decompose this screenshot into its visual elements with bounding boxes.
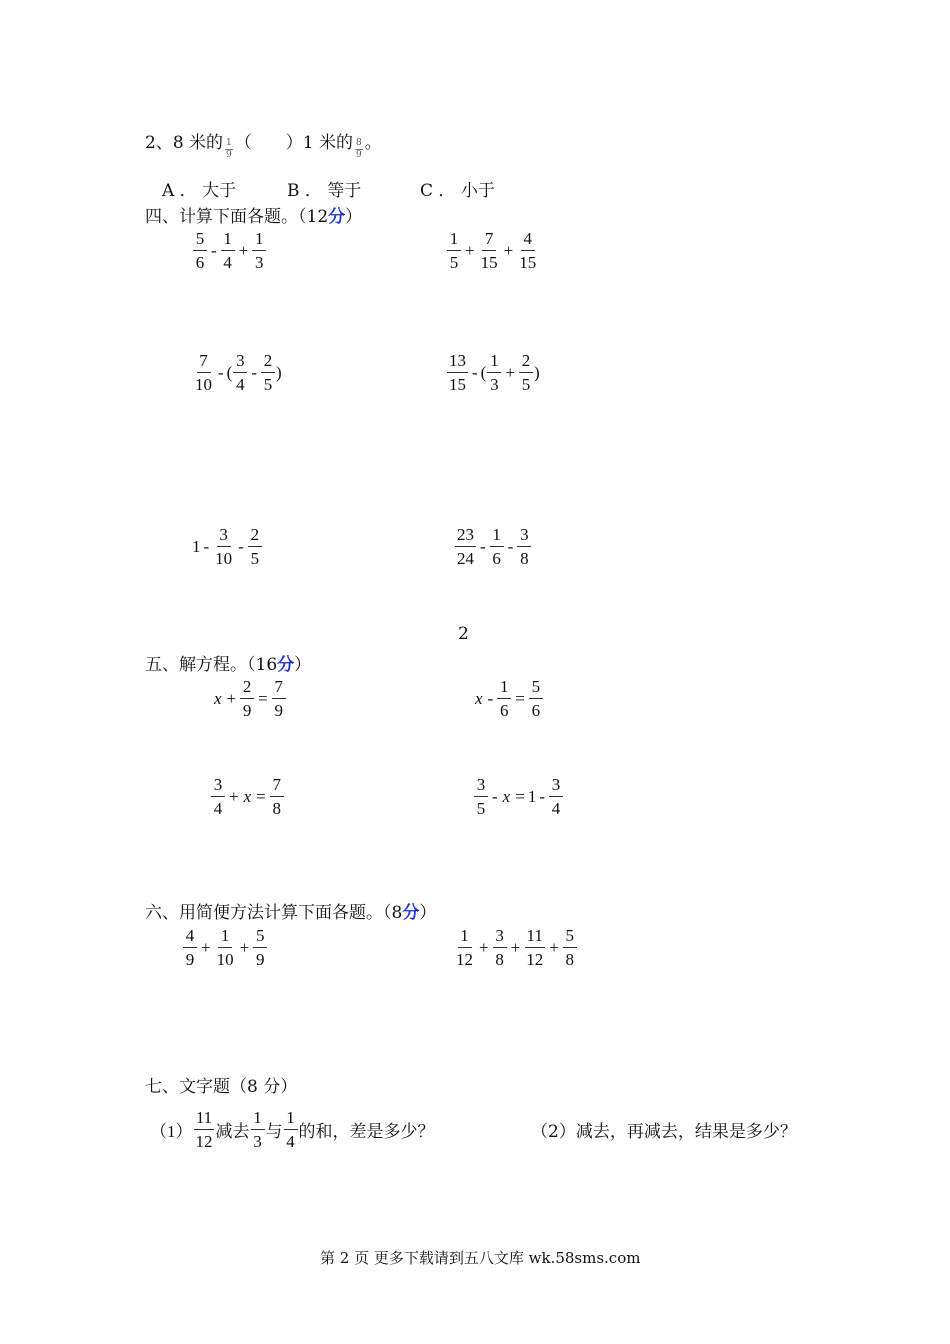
fraction: $\frac{4}{15}$ (519, 229, 537, 272)
section-4-heading: 四、计算下面各题。（12分） (145, 207, 363, 227)
fraction: $\frac{11}{12}$ (195, 1108, 213, 1151)
expr-4-5: 1 - $\frac{3}{10}$ - $\frac{2}{5}$ (192, 526, 263, 567)
fraction: $\frac{1}{3}$ (251, 1109, 265, 1150)
fraction: $\frac{11}{12}$ (526, 926, 544, 969)
word-problem-2: （2）减去，再减去，结果是多少？ (531, 1122, 797, 1142)
fraction: $\frac{5}{8}$ (563, 927, 577, 968)
fraction: $\frac{1}{6}$ (490, 526, 504, 567)
fraction: $\frac{7}{15}$ (480, 229, 498, 272)
fraction: $\frac{3}{4}$ (233, 352, 247, 393)
page-footer: 第 2 页 更多下载请到五八文库 wk.58sms.com (320, 1249, 641, 1267)
fraction: $\frac{5}{9}$ (253, 927, 267, 968)
choice-b: B ． 等于 (287, 181, 362, 201)
fraction: $\frac{23}{24}$ (457, 525, 474, 568)
fraction: $\frac{3}{4}$ (211, 776, 225, 817)
fraction: $\frac{2}{5}$ (519, 352, 533, 393)
fraction: $\frac{3}{5}$ (474, 776, 488, 817)
fraction: $\frac{1}{6}$ (497, 678, 511, 719)
section-5-heading: 五、解方程。（16分） (145, 655, 312, 675)
fraction: $\frac{5}{6}$ (529, 678, 543, 719)
fraction: $\frac{2}{5}$ (261, 352, 275, 393)
equation-5-1: x + $\frac{2}{9}$ = $\frac{7}{9}$ (212, 678, 287, 719)
fraction: $\frac{3}{10}$ (215, 525, 233, 568)
word-problem-1: （1） $\frac{11}{12}$ 减去 $\frac{1}{3}$ 与 $\frac{1}{4}$ 的和，差是多少？ (150, 1108, 435, 1151)
fraction: $\frac{3}{4}$ (549, 776, 563, 817)
small-fraction: $\frac{1}{9}$ (226, 138, 232, 160)
fraction: $\frac{7}{8}$ (270, 776, 284, 817)
equation-5-4: $\frac{3}{5}$ - x = 1 - $\frac{3}{4}$ (473, 776, 564, 817)
equation-5-3: $\frac{3}{4}$ + x = $\frac{7}{8}$ (210, 776, 285, 817)
expr-4-2: $\frac{1}{5}$ + $\frac{7}{15}$ + $\frac{4}{15}$ (446, 230, 539, 271)
page-number: 2 (458, 624, 469, 644)
small-fraction: $\frac{8}{9}$ (356, 138, 362, 160)
fraction: $\frac{13}{15}$ (449, 351, 466, 394)
fraction: $\frac{3}{8}$ (493, 927, 507, 968)
question-2-text: 2、8 米的 (145, 133, 224, 153)
fraction: $\frac{1}{4}$ (284, 1109, 298, 1150)
expr-4-4: $\frac{13}{15}$ - ( $\frac{1}{3}$ + $\frac{2}{5}$ ) (449, 351, 540, 394)
section-7-heading: 七、文字题（8 分） (145, 1077, 298, 1097)
expr-4-3: $\frac{7}{10}$ - ( $\frac{3}{4}$ - $\frac{2}{5}$ ) (195, 351, 282, 394)
expr-6-2: $\frac{1}{12}$ + $\frac{3}{8}$ + $\frac{11}{12}$ + $\frac{5}{8}$ (453, 927, 578, 968)
fraction: $\frac{1}{10}$ (216, 926, 234, 969)
choice-c: C ． 小于 (420, 181, 495, 201)
fraction: $\frac{3}{8}$ (517, 526, 531, 567)
fraction: $\frac{7}{9}$ (272, 678, 286, 719)
fraction: $\frac{1}{5}$ (447, 230, 461, 271)
fraction: $\frac{1}{3}$ (487, 352, 501, 393)
fraction: $\frac{1}{3}$ (252, 230, 266, 271)
choice-a: A ． 大于 (162, 181, 237, 201)
fraction: $\frac{5}{6}$ (193, 230, 207, 271)
fraction: $\frac{4}{9}$ (183, 927, 197, 968)
expr-4-1: $\frac{5}{6}$ - $\frac{1}{4}$ + $\frac{1}{3}$ (192, 230, 267, 271)
question-2-blank: （ ）1 米的 (234, 133, 354, 153)
question-2: 2、8 米的 $\frac{1}{9}$ （ ）1 米的 $\frac{8}{9}$ 。 (145, 133, 382, 160)
fraction: $\frac{1}{4}$ (221, 230, 235, 271)
fraction: $\frac{7}{10}$ (195, 351, 212, 394)
equation-5-2: x - $\frac{1}{6}$ = $\frac{5}{6}$ (473, 678, 544, 719)
expr-6-1: $\frac{4}{9}$ + $\frac{1}{10}$ + $\frac{5}{9}$ (182, 927, 268, 968)
fraction: $\frac{1}{12}$ (456, 926, 473, 969)
fraction: $\frac{2}{5}$ (248, 526, 262, 567)
section-6-heading: 六、用简便方法计算下面各题。（8分） (145, 903, 437, 923)
fraction: $\frac{2}{9}$ (240, 678, 254, 719)
expr-4-6: $\frac{23}{24}$ - $\frac{1}{6}$ - $\frac{3}{8}$ (454, 526, 532, 567)
